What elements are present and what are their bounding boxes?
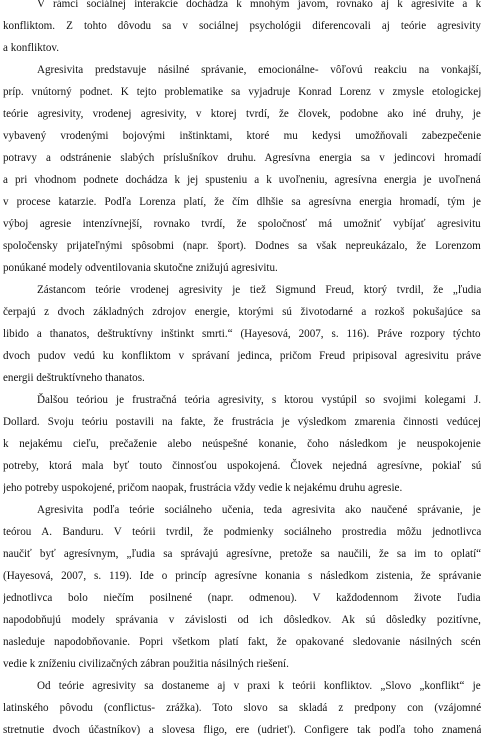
text-line: V rámci sociálnej interakcie dochádza k mnohým javom, rovnako aj k agresivite a k <box>37 0 481 10</box>
text-line: potreby, ktorá mala byť touto činnosťou uspokojená. Človek nejedná agresívne, pokiaľ sú <box>3 460 481 472</box>
text-line: libido a thanatos, deštruktívny inštinkt smrti.“ (Hayesová, 2007, s. 116). Práve rozpory týchto <box>3 328 481 340</box>
text-line: energii deštruktívneho thanatos. <box>3 372 145 384</box>
text-line: dvoch pudov vedú ku konfliktom v správaní jedinca, pričom Freud pripisoval agresivitu práve <box>3 350 481 362</box>
text-line: vybavený vrodenými bojovými inštinktami, ktoré mu kedysi umožňovali zabezpečenie <box>3 130 481 142</box>
text-line: a pri vhodnom podnete dochádza k jej spusteniu a k uvoľneniu, agresívna energia je uvoľnená <box>3 174 481 186</box>
text-line: k nejakému cieľu, prečaženie alebo neúspešné konanie, čoho následkom je neuspokojenie <box>3 438 481 450</box>
text-line: spoločensky prijateľnými spôsobmi (napr. šport). Dodnes sa však nepreukázalo, že Lorenzom <box>3 240 481 252</box>
document-page <box>3 0 481 746</box>
text-line: čerpajú z dvoch základných zdrojov energie, ktorými sú životodarné a rozkoš pokušajúce sa <box>3 306 481 318</box>
text-line: jeho potreby uspokojené, pričom naopak, frustrácia vždy vedie k nejakému druhu agresie. <box>3 482 403 494</box>
text-line: (Hayesová, 2007, s. 119). Ide o princíp agresívne konania s následkom zistenia, že správanie <box>3 570 481 582</box>
text-line: a konfliktov. <box>3 42 59 54</box>
text-line: stretnutie dvoch účastníkov) a slovesa fligo, ere (udriet'). Configere tak podľa toho znamená <box>3 724 481 736</box>
text-line: nasleduje napodobňovanie. Popri všetkom platí fakt, že opakované sledovanie násilných scén <box>3 636 481 648</box>
text-line: Agresivita predstavuje násilné správanie, emocionálne- vôľovú reakciu na vonkajší, <box>37 64 481 76</box>
text-line: napodobňujú modely správania v závislosti od ich dôsledkov. Ak sú dôsledky pozitívne, <box>3 614 481 626</box>
text-line: vedie k zníženiu civilizačných zábran použitia násilných riešení. <box>3 658 289 670</box>
text-line: teórou A. Banduru. V teórii tvrdil, že podmienky sociálneho prostredia môžu jednotlivca <box>3 526 481 538</box>
text-line: jednotlivca bolo niečím posilnené (napr. odmenou). V každodennom živote ľudia <box>3 592 481 604</box>
text-line: teórie agresivity, vrodenej agresivity, v ktorej tvrdí, že človek, podobne ako iné druhy, je <box>3 108 481 120</box>
text-line: potravy a odstránenie slabých príslušníkov druhu. Agresívna energia sa v jedincovi hromadí <box>3 152 481 164</box>
text-line: latinského pôvodu (conflictus- zrážka). Toto slovo sa skladá z predpony con (vzájomné <box>3 702 481 714</box>
text-line: naučiť byť agresívnym, „ľudia sa správajú agresívne, pretože sa naučili, že sa im to oplatí“ <box>3 548 481 560</box>
text-line: ponúkané modely odventilovania skutočne znižujú agresivitu. <box>3 262 278 274</box>
text-line: Dollard. Svoju teóriu postavili na fakte, že frustrácia je výsledkom zmarenia činnosti vedúcej <box>3 416 481 428</box>
text-line: v procese katarzie. Podľa Lorenza platí, že čím dlhšie sa agresívna energia hromadí, tým je <box>3 196 481 208</box>
text-line: konfliktom. Z tohto dôvodu sa v sociálnej psychológii diferencovali aj teórie agresivity <box>3 20 481 32</box>
text-line: výboj agresie intenzívnejší, rovnako tvrdí, že spoločnosť má umožniť vybíjať agresivitu <box>3 218 481 230</box>
text-line: Od teórie agresivity sa dostaneme aj v praxi k teórii konfliktov. „Slovo „konflikt“ je <box>37 680 481 692</box>
text-line: Agresivita podľa teórie sociálneho učenia, teda agresivita ako naučené správanie, je <box>37 504 481 516</box>
text-line: Ďalšou teóriou je frustračná teória agresivity, s ktorou vystúpil so svojimi kolegami J. <box>37 394 481 406</box>
text-line: Zástancom teórie vrodenej agresivity je tiež Sigmund Freud, ktorý tvrdil, že „ľudia <box>37 284 481 296</box>
text-line: príp. vnútorný podnet. K tejto problematike sa vyjadruje Konrad Lorenz v zmysle etologickej <box>3 86 481 98</box>
